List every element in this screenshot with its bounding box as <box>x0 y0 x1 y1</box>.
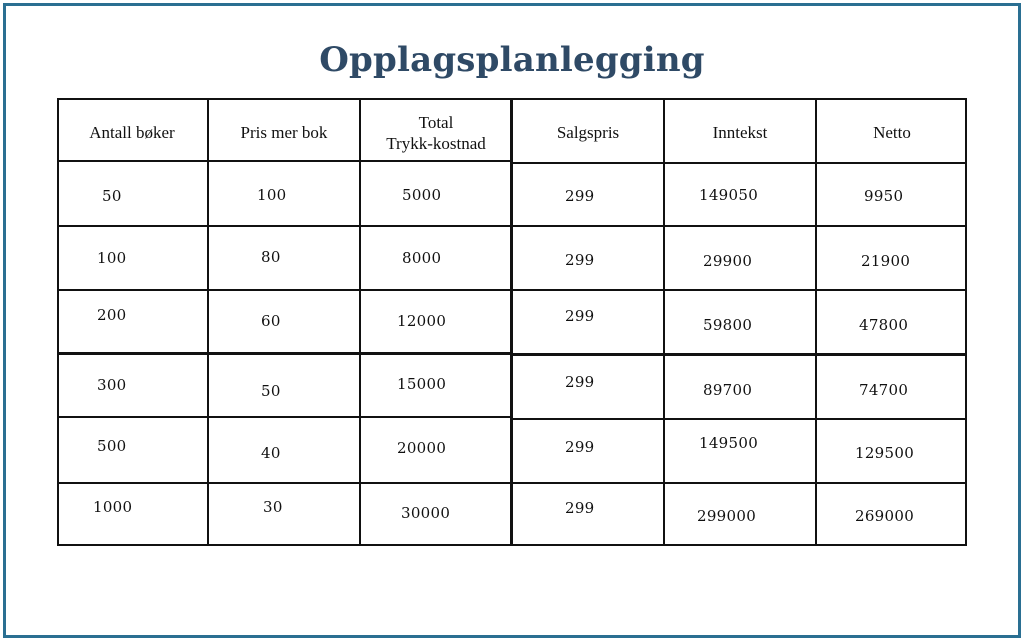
row-divider <box>512 225 967 227</box>
row-divider <box>512 162 967 164</box>
table-cell: 20000 <box>397 439 447 457</box>
row-divider <box>57 289 512 291</box>
table-cell: 5000 <box>402 186 442 204</box>
page-title: Opplagsplanlegging <box>319 40 705 80</box>
table-cell: 129500 <box>855 444 915 462</box>
table-cell: 300 <box>97 376 127 394</box>
table-cell: 299 <box>565 251 595 269</box>
table-cell: 299 <box>565 373 595 391</box>
table-cell: 9950 <box>864 187 904 205</box>
table-cell: 15000 <box>397 375 447 393</box>
table-cell: 47800 <box>859 316 909 334</box>
header-pris-mer-bok: Pris mer bok <box>240 123 328 142</box>
table-cell: 299 <box>565 307 595 325</box>
column-divider <box>359 98 361 546</box>
row-divider <box>57 416 512 418</box>
table-cell: 21900 <box>861 252 911 270</box>
header-antall-boker: Antall bøker <box>89 123 175 142</box>
table-cell: 269000 <box>855 507 915 525</box>
table-border-top <box>57 98 967 100</box>
header-inntekst: Inntekst <box>712 123 768 142</box>
table-cell: 299 <box>565 438 595 456</box>
table-cell: 299000 <box>697 507 757 525</box>
row-divider <box>57 160 512 162</box>
table-cell: 60 <box>261 312 281 330</box>
header-total-line2: Trykk-kostnad <box>386 134 486 153</box>
table-cell: 12000 <box>397 312 447 330</box>
row-divider-thick <box>512 353 967 356</box>
table-cell: 30 <box>263 498 283 516</box>
table-cell: 299 <box>565 187 595 205</box>
table-cell: 29900 <box>703 252 753 270</box>
table-cell: 74700 <box>859 381 909 399</box>
table-cell: 30000 <box>401 504 451 522</box>
table-cell: 100 <box>97 249 127 267</box>
planning-table <box>57 98 967 546</box>
column-divider <box>663 98 665 546</box>
table-border-right <box>965 98 967 546</box>
row-divider <box>57 482 512 484</box>
row-divider <box>57 225 512 227</box>
header-salgspris: Salgspris <box>556 123 620 142</box>
table-cell: 500 <box>97 437 127 455</box>
table-cell: 40 <box>261 444 281 462</box>
row-divider <box>512 482 967 484</box>
table-border-bottom <box>57 544 967 546</box>
column-divider <box>207 98 209 546</box>
table-cell: 80 <box>261 248 281 266</box>
table-cell: 149500 <box>699 434 759 452</box>
table-cell: 89700 <box>703 381 753 399</box>
header-total-line1: Total <box>418 113 454 132</box>
table-cell: 1000 <box>93 498 133 516</box>
row-divider <box>512 418 967 420</box>
table-cell: 299 <box>565 499 595 517</box>
table-cell: 200 <box>97 306 127 324</box>
table-cell: 50 <box>102 187 122 205</box>
table-border-left <box>57 98 59 546</box>
table-cell: 100 <box>257 186 287 204</box>
table-cell: 8000 <box>402 249 442 267</box>
column-divider <box>815 98 817 546</box>
header-netto: Netto <box>873 123 911 142</box>
table-cell: 50 <box>261 382 281 400</box>
row-divider <box>512 289 967 291</box>
table-cell: 59800 <box>703 316 753 334</box>
header-total-trykk-kostnad <box>361 112 511 154</box>
row-divider-thick <box>57 352 512 355</box>
table-cell: 149050 <box>699 186 759 204</box>
column-divider-thick <box>510 98 513 546</box>
